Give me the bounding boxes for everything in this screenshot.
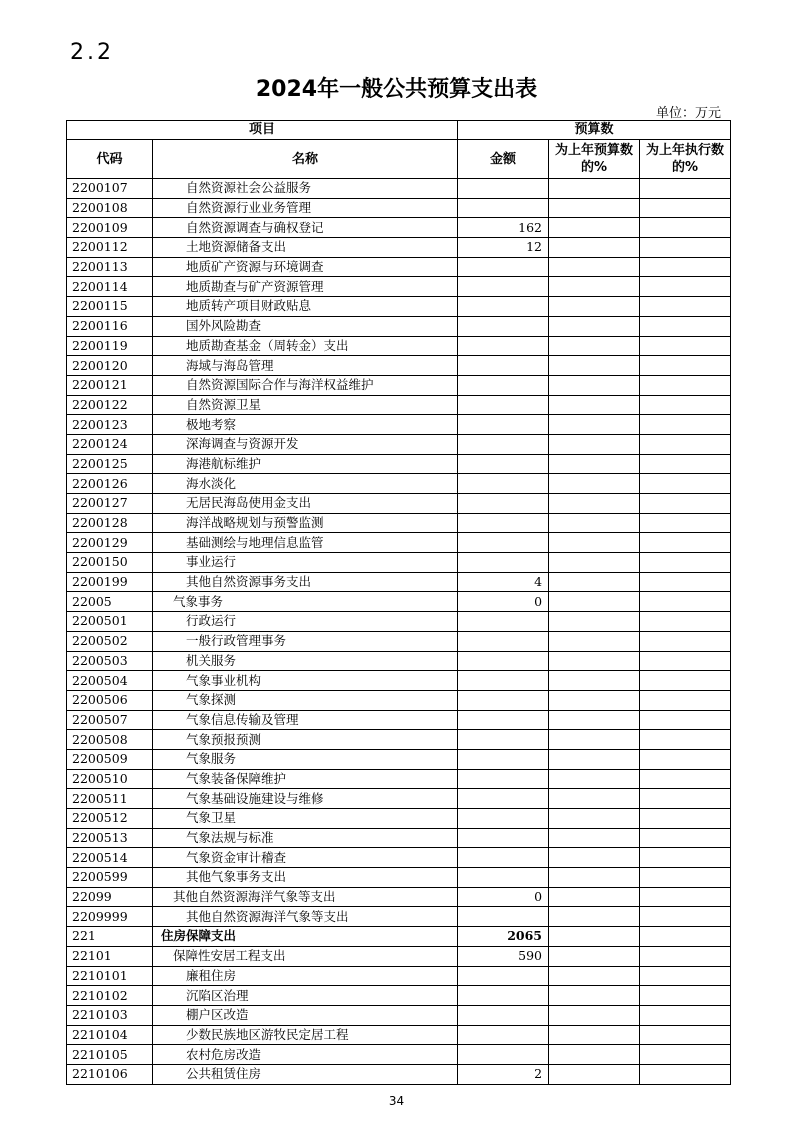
row-code: 2200507 — [67, 710, 153, 730]
row-code: 2210104 — [67, 1025, 153, 1045]
row-name: 基础测绘与地理信息监管 — [153, 533, 458, 553]
table-row — [67, 375, 731, 395]
row-pct-budget — [549, 671, 640, 691]
row-pct-budget — [549, 789, 640, 809]
row-amount — [458, 671, 549, 691]
table-row — [67, 533, 731, 553]
page-title: 2024年一般公共预算支出表 — [255, 77, 538, 102]
row-amount — [458, 1005, 549, 1025]
row-code: 2200501 — [67, 612, 153, 632]
row-code: 2200119 — [67, 336, 153, 356]
table-row — [67, 257, 731, 277]
row-pct-budget — [549, 769, 640, 789]
row-name: 海水淡化 — [153, 474, 458, 494]
row-pct-exec — [640, 1005, 731, 1025]
row-amount — [458, 789, 549, 809]
row-name: 国外风险勘查 — [153, 316, 458, 336]
row-name: 自然资源调查与确权登记 — [153, 218, 458, 238]
row-name: 机关服务 — [153, 651, 458, 671]
header-pct-prev-exec: 为上年执行数的% — [640, 140, 731, 179]
row-name: 土地资源储备支出 — [153, 238, 458, 258]
row-pct-exec — [640, 356, 731, 376]
row-code: 2200514 — [67, 848, 153, 868]
table-row — [67, 946, 731, 966]
row-code: 2200129 — [67, 533, 153, 553]
row-pct-budget — [549, 1025, 640, 1045]
row-pct-budget — [549, 730, 640, 750]
table-row — [67, 631, 731, 651]
row-amount — [458, 612, 549, 632]
row-pct-budget — [549, 749, 640, 769]
row-pct-budget — [549, 434, 640, 454]
row-name: 自然资源卫星 — [153, 395, 458, 415]
row-name: 气象基础设施建设与维修 — [153, 789, 458, 809]
row-pct-budget — [549, 887, 640, 907]
row-pct-budget — [549, 395, 640, 415]
row-pct-budget — [549, 356, 640, 376]
row-pct-exec — [640, 769, 731, 789]
row-pct-exec — [640, 927, 731, 947]
row-code: 2200113 — [67, 257, 153, 277]
row-amount — [458, 769, 549, 789]
row-amount — [458, 375, 549, 395]
table-row — [67, 1045, 731, 1065]
table-row — [67, 395, 731, 415]
row-name: 海洋战略规划与预警监测 — [153, 513, 458, 533]
table-row — [67, 749, 731, 769]
row-amount — [458, 631, 549, 651]
row-pct-budget — [549, 277, 640, 297]
row-pct-budget — [549, 848, 640, 868]
row-code: 2200509 — [67, 749, 153, 769]
row-pct-exec — [640, 690, 731, 710]
row-amount — [458, 730, 549, 750]
row-pct-budget — [549, 927, 640, 947]
row-pct-exec — [640, 375, 731, 395]
row-name: 气象探测 — [153, 690, 458, 710]
table-row — [67, 612, 731, 632]
row-code: 2200512 — [67, 809, 153, 829]
row-code: 2200112 — [67, 238, 153, 258]
row-pct-budget — [549, 198, 640, 218]
row-pct-exec — [640, 297, 731, 317]
row-amount — [458, 474, 549, 494]
row-pct-budget — [549, 572, 640, 592]
table-row — [67, 198, 731, 218]
row-pct-exec — [640, 966, 731, 986]
section-number: 2.2 — [70, 40, 114, 65]
row-amount — [458, 434, 549, 454]
row-code: 22101 — [67, 946, 153, 966]
row-name: 自然资源国际合作与海洋权益维护 — [153, 375, 458, 395]
row-code: 2200503 — [67, 651, 153, 671]
table-row — [67, 887, 731, 907]
row-pct-exec — [640, 631, 731, 651]
row-pct-exec — [640, 198, 731, 218]
row-amount — [458, 907, 549, 927]
row-pct-budget — [549, 1045, 640, 1065]
row-pct-budget — [549, 907, 640, 927]
table-row — [67, 336, 731, 356]
row-name: 气象预报预测 — [153, 730, 458, 750]
header-pct-prev-budget: 为上年预算数的% — [549, 140, 640, 179]
row-pct-exec — [640, 1045, 731, 1065]
row-amount — [458, 198, 549, 218]
row-pct-budget — [549, 966, 640, 986]
row-pct-exec — [640, 474, 731, 494]
table-row — [67, 434, 731, 454]
row-code: 2200599 — [67, 868, 153, 888]
row-code: 2200107 — [67, 179, 153, 199]
row-amount: 0 — [458, 592, 549, 612]
row-name: 其他自然资源事务支出 — [153, 572, 458, 592]
row-amount: 0 — [458, 887, 549, 907]
row-name: 气象事务 — [153, 592, 458, 612]
row-pct-exec — [640, 553, 731, 573]
row-amount — [458, 257, 549, 277]
row-amount — [458, 828, 549, 848]
row-code: 2200122 — [67, 395, 153, 415]
row-pct-budget — [549, 238, 640, 258]
row-pct-budget — [549, 1005, 640, 1025]
row-code: 22099 — [67, 887, 153, 907]
row-pct-exec — [640, 179, 731, 199]
row-pct-budget — [549, 809, 640, 829]
unit-label: 单位：万元 — [655, 106, 721, 121]
row-name: 少数民族地区游牧民定居工程 — [153, 1025, 458, 1045]
table-body — [67, 179, 731, 1085]
row-amount — [458, 1025, 549, 1045]
table-row — [67, 1025, 731, 1045]
row-code: 2200116 — [67, 316, 153, 336]
row-amount — [458, 1045, 549, 1065]
row-name: 地质勘查与矿产资源管理 — [153, 277, 458, 297]
table-row — [67, 592, 731, 612]
row-name: 海港航标维护 — [153, 454, 458, 474]
row-name: 地质勘查基金（周转金）支出 — [153, 336, 458, 356]
table-row — [67, 218, 731, 238]
row-pct-exec — [640, 730, 731, 750]
row-pct-exec — [640, 986, 731, 1006]
row-code: 2200125 — [67, 454, 153, 474]
row-pct-budget — [549, 257, 640, 277]
row-amount: 2 — [458, 1064, 549, 1084]
row-amount — [458, 356, 549, 376]
row-amount — [458, 848, 549, 868]
row-amount — [458, 179, 549, 199]
row-pct-exec — [640, 533, 731, 553]
row-pct-budget — [549, 336, 640, 356]
row-amount — [458, 749, 549, 769]
row-pct-exec — [640, 1064, 731, 1084]
table-row — [67, 927, 731, 947]
row-pct-budget — [549, 631, 640, 651]
row-amount — [458, 297, 549, 317]
header-amount: 金额 — [458, 140, 549, 179]
row-pct-exec — [640, 238, 731, 258]
table-row — [67, 651, 731, 671]
row-name: 气象装备保障维护 — [153, 769, 458, 789]
row-amount — [458, 494, 549, 514]
table-row — [67, 730, 731, 750]
row-pct-budget — [549, 297, 640, 317]
row-amount — [458, 986, 549, 1006]
row-pct-budget — [549, 690, 640, 710]
row-code: 2200506 — [67, 690, 153, 710]
row-code: 2200150 — [67, 553, 153, 573]
row-pct-exec — [640, 887, 731, 907]
table-row — [67, 769, 731, 789]
row-amount: 4 — [458, 572, 549, 592]
row-name: 其他自然资源海洋气象等支出 — [153, 887, 458, 907]
table-row — [67, 494, 731, 514]
row-pct-budget — [549, 612, 640, 632]
row-name: 无居民海岛使用金支出 — [153, 494, 458, 514]
row-amount — [458, 277, 549, 297]
row-pct-budget — [549, 179, 640, 199]
row-code: 2210103 — [67, 1005, 153, 1025]
table-row — [67, 513, 731, 533]
row-pct-exec — [640, 316, 731, 336]
row-pct-exec — [640, 434, 731, 454]
row-code: 2200502 — [67, 631, 153, 651]
row-pct-budget — [549, 986, 640, 1006]
row-pct-budget — [549, 828, 640, 848]
table-row — [67, 848, 731, 868]
row-name: 气象卫星 — [153, 809, 458, 829]
row-name: 廉租住房 — [153, 966, 458, 986]
row-amount — [458, 553, 549, 573]
row-pct-budget — [549, 710, 640, 730]
row-code: 2200504 — [67, 671, 153, 691]
row-code: 221 — [67, 927, 153, 947]
row-pct-exec — [640, 415, 731, 435]
row-name: 其他自然资源海洋气象等支出 — [153, 907, 458, 927]
row-name: 保障性安居工程支出 — [153, 946, 458, 966]
row-pct-budget — [549, 474, 640, 494]
row-pct-budget — [549, 651, 640, 671]
row-pct-exec — [640, 828, 731, 848]
row-pct-exec — [640, 1025, 731, 1045]
table-row — [67, 1005, 731, 1025]
row-pct-exec — [640, 907, 731, 927]
row-pct-exec — [640, 572, 731, 592]
row-code: 2200121 — [67, 375, 153, 395]
row-amount — [458, 336, 549, 356]
row-pct-budget — [549, 868, 640, 888]
row-name: 深海调查与资源开发 — [153, 434, 458, 454]
row-name: 气象信息传输及管理 — [153, 710, 458, 730]
row-pct-budget — [549, 375, 640, 395]
row-amount — [458, 395, 549, 415]
row-name: 气象资金审计稽查 — [153, 848, 458, 868]
header-name: 名称 — [153, 140, 458, 179]
row-amount — [458, 966, 549, 986]
table-row — [67, 297, 731, 317]
table-row — [67, 907, 731, 927]
table-row — [67, 356, 731, 376]
row-pct-exec — [640, 336, 731, 356]
table-row — [67, 316, 731, 336]
row-name: 棚户区改造 — [153, 1005, 458, 1025]
row-pct-exec — [640, 395, 731, 415]
row-name: 公共租赁住房 — [153, 1064, 458, 1084]
row-pct-exec — [640, 612, 731, 632]
table-row — [67, 277, 731, 297]
header-code: 代码 — [67, 140, 153, 179]
table-row — [67, 789, 731, 809]
row-code: 2200511 — [67, 789, 153, 809]
row-pct-exec — [640, 592, 731, 612]
row-amount — [458, 651, 549, 671]
row-name: 行政运行 — [153, 612, 458, 632]
row-pct-exec — [640, 789, 731, 809]
row-name: 气象法规与标准 — [153, 828, 458, 848]
row-amount — [458, 868, 549, 888]
row-code: 2200120 — [67, 356, 153, 376]
row-amount: 2065 — [458, 927, 549, 947]
row-pct-exec — [640, 809, 731, 829]
row-name: 气象事业机构 — [153, 671, 458, 691]
row-code: 2210106 — [67, 1064, 153, 1084]
row-name: 海域与海岛管理 — [153, 356, 458, 376]
row-name: 住房保障支出 — [153, 927, 458, 947]
row-pct-budget — [549, 592, 640, 612]
table-row — [67, 238, 731, 258]
row-pct-exec — [640, 494, 731, 514]
row-amount: 12 — [458, 238, 549, 258]
row-pct-budget — [549, 553, 640, 573]
row-code: 2200123 — [67, 415, 153, 435]
table-row — [67, 553, 731, 573]
row-name: 一般行政管理事务 — [153, 631, 458, 651]
row-code: 2200108 — [67, 198, 153, 218]
row-code: 2200127 — [67, 494, 153, 514]
budget-table — [66, 120, 731, 1085]
row-name: 其他气象事务支出 — [153, 868, 458, 888]
row-pct-budget — [549, 415, 640, 435]
row-pct-exec — [640, 277, 731, 297]
row-code: 2200510 — [67, 769, 153, 789]
row-amount: 590 — [458, 946, 549, 966]
row-code: 2200109 — [67, 218, 153, 238]
table-row — [67, 966, 731, 986]
row-pct-exec — [640, 749, 731, 769]
row-code: 2200114 — [67, 277, 153, 297]
row-code: 2209999 — [67, 907, 153, 927]
row-name: 极地考察 — [153, 415, 458, 435]
row-code: 22005 — [67, 592, 153, 612]
row-pct-exec — [640, 848, 731, 868]
table-row — [67, 809, 731, 829]
table-row — [67, 690, 731, 710]
row-pct-exec — [640, 651, 731, 671]
row-pct-budget — [549, 946, 640, 966]
row-name: 自然资源行业业务管理 — [153, 198, 458, 218]
row-code: 2200508 — [67, 730, 153, 750]
table-row — [67, 454, 731, 474]
table-row — [67, 986, 731, 1006]
row-amount — [458, 809, 549, 829]
row-name: 地质矿产资源与环境调查 — [153, 257, 458, 277]
row-code: 2200115 — [67, 297, 153, 317]
row-code: 2200128 — [67, 513, 153, 533]
table-row — [67, 179, 731, 199]
row-name: 气象服务 — [153, 749, 458, 769]
row-amount — [458, 316, 549, 336]
row-pct-exec — [640, 513, 731, 533]
row-amount — [458, 533, 549, 553]
page-number: 34 — [388, 1094, 405, 1108]
row-amount — [458, 415, 549, 435]
row-code: 2210102 — [67, 986, 153, 1006]
table-row — [67, 828, 731, 848]
row-pct-exec — [640, 671, 731, 691]
table-row — [67, 710, 731, 730]
row-pct-exec — [640, 218, 731, 238]
row-pct-exec — [640, 710, 731, 730]
row-pct-budget — [549, 1064, 640, 1084]
row-name: 农村危房改造 — [153, 1045, 458, 1065]
table-row — [67, 1064, 731, 1084]
row-amount — [458, 513, 549, 533]
row-pct-exec — [640, 946, 731, 966]
row-amount: 162 — [458, 218, 549, 238]
row-pct-budget — [549, 218, 640, 238]
row-code: 2210101 — [67, 966, 153, 986]
row-code: 2210105 — [67, 1045, 153, 1065]
row-amount — [458, 710, 549, 730]
row-pct-budget — [549, 513, 640, 533]
table-row — [67, 671, 731, 691]
row-pct-budget — [549, 454, 640, 474]
table-row — [67, 474, 731, 494]
header-project: 项目 — [67, 121, 458, 140]
table-row — [67, 868, 731, 888]
row-code: 2200124 — [67, 434, 153, 454]
row-pct-exec — [640, 868, 731, 888]
row-name: 沉陷区治理 — [153, 986, 458, 1006]
row-amount — [458, 690, 549, 710]
row-pct-exec — [640, 454, 731, 474]
row-name: 事业运行 — [153, 553, 458, 573]
header-budget: 预算数 — [458, 121, 731, 140]
row-pct-budget — [549, 494, 640, 514]
row-pct-budget — [549, 316, 640, 336]
table-row — [67, 415, 731, 435]
row-pct-budget — [549, 533, 640, 553]
row-name: 自然资源社会公益服务 — [153, 179, 458, 199]
row-amount — [458, 454, 549, 474]
table-row — [67, 572, 731, 592]
row-code: 2200513 — [67, 828, 153, 848]
row-pct-exec — [640, 257, 731, 277]
row-name: 地质转产项目财政贴息 — [153, 297, 458, 317]
row-code: 2200126 — [67, 474, 153, 494]
row-code: 2200199 — [67, 572, 153, 592]
